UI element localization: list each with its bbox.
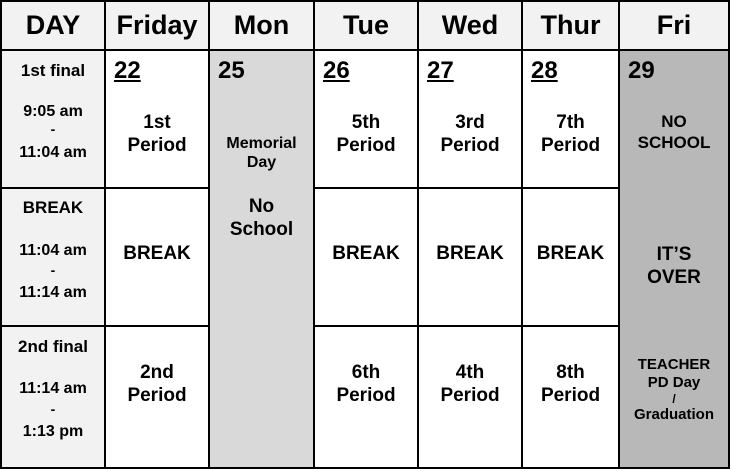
wednesday-second-final xyxy=(417,325,523,469)
slot-end: 1:13 pm xyxy=(22,423,84,440)
friday-second-final xyxy=(104,325,210,469)
friday-break xyxy=(104,187,210,327)
date-number: 29 xyxy=(628,57,655,84)
its-over-label: IT’S OVER xyxy=(647,244,701,288)
holiday-label: Memorial Day xyxy=(226,135,297,171)
header-mon: Mon xyxy=(208,0,315,51)
header-day: DAY xyxy=(0,0,106,51)
date-number: 28 xyxy=(531,57,558,84)
slot-dash: - xyxy=(50,401,56,417)
date-number: 26 xyxy=(323,57,350,84)
break-label: BREAK xyxy=(332,243,400,264)
thursday-break xyxy=(521,187,620,327)
period-label: 4th Period xyxy=(440,362,500,406)
teacher-pd-label: TEACHER PD Day / Graduation xyxy=(633,356,714,423)
no-school-label: No School xyxy=(229,196,294,240)
break-label: BREAK xyxy=(436,243,504,264)
slot-start: 11:04 am xyxy=(19,242,87,259)
period-label: 7th Period xyxy=(540,112,601,156)
wednesday-first-final xyxy=(417,49,523,189)
header-thur: Thur xyxy=(521,0,620,51)
period-label: 6th Period xyxy=(336,362,396,406)
period-label: 8th Period xyxy=(540,362,601,406)
header-wed: Wed xyxy=(417,0,523,51)
period-label: 2nd Period xyxy=(127,362,187,406)
header-friday: Friday xyxy=(104,0,210,51)
break-label: BREAK xyxy=(123,243,191,264)
friday-no-school xyxy=(618,49,730,469)
slot-second-final xyxy=(0,325,106,469)
slot-name: 2nd final xyxy=(18,337,88,356)
break-label: BREAK xyxy=(536,243,605,264)
slot-end: 11:14 am xyxy=(19,284,87,301)
header-fri: Fri xyxy=(618,0,730,51)
period-label: 1st Period xyxy=(127,112,187,156)
date-number: 22 xyxy=(114,57,141,84)
slot-dash: - xyxy=(50,121,56,137)
slot-break xyxy=(0,187,106,327)
slot-start: 9:05 am xyxy=(23,103,83,120)
slot-dash: - xyxy=(50,262,56,278)
slot-name: BREAK xyxy=(22,198,84,217)
thursday-second-final xyxy=(521,325,620,469)
date-number: 25 xyxy=(218,57,245,84)
monday-memorial-day xyxy=(208,49,315,469)
tuesday-first-final xyxy=(313,49,419,189)
slot-start: 11:14 am xyxy=(19,380,87,397)
thursday-first-final xyxy=(521,49,620,189)
friday-first-final xyxy=(104,49,210,189)
header-tue: Tue xyxy=(313,0,419,51)
date-number: 27 xyxy=(427,57,454,84)
period-label: 5th Period xyxy=(336,112,396,156)
slot-end: 11:04 am xyxy=(19,144,87,161)
tuesday-break xyxy=(313,187,419,327)
period-label: 3rd Period xyxy=(440,112,500,156)
slot-name: 1st final xyxy=(20,61,86,80)
wednesday-break xyxy=(417,187,523,327)
slot-first-final xyxy=(0,49,106,189)
tuesday-second-final xyxy=(313,325,419,469)
no-school-label: NO SCHOOL xyxy=(637,112,711,152)
